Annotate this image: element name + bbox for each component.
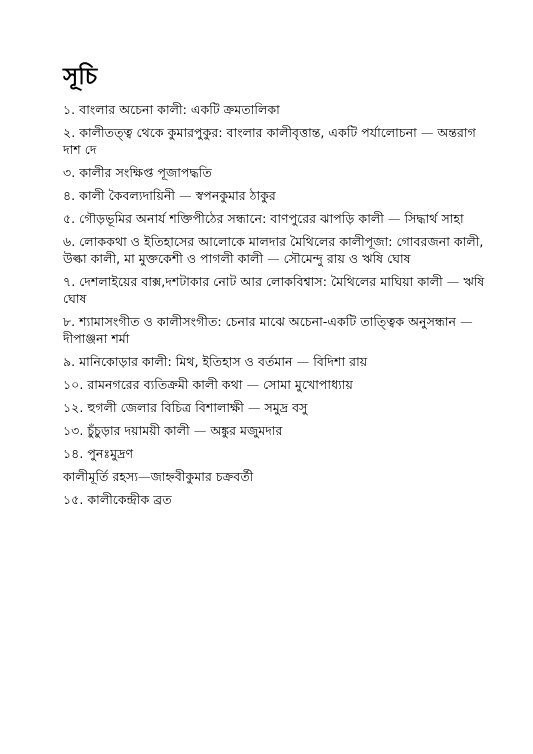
entry-text: ১২. হুগলী জেলার বিচিত্র বিশালাক্ষী [63, 400, 244, 415]
entry-text: ৪. কালী কৈবল্যদায়িনী [63, 188, 175, 203]
dash-separator: — [387, 211, 401, 226]
entry-text: কালীমূর্তি রহস্য [63, 469, 139, 484]
entry-text: ১৩. চুঁচুড়ার দয়াময়ী কালী [63, 423, 190, 438]
toc-entry [63, 273, 485, 307]
dash-separator: — [420, 125, 434, 140]
toc-entry [63, 445, 485, 462]
entry-text: ১. বাংলার অচেনা কালী: একটি ক্রমতালিকা [63, 102, 280, 117]
entry-author: সিদ্ধার্থ সাহা [404, 211, 464, 226]
toc-entry [63, 376, 485, 393]
entry-text: ৮. শ্যামাসংগীত ও কালীসংগীত: চেনার মাঝে অচেনা-একটি তাত্ত্বিক অনুসন্ধান [63, 314, 457, 329]
dash-separator: — [247, 400, 261, 415]
entry-author: অন্তরাগ দাশ দে [63, 125, 476, 157]
toc-entry [63, 353, 485, 370]
page-title: সূচি [63, 64, 98, 90]
entry-text: ৩. কালীর সংক্ষিপ্ত পূজাপদ্ধতি [63, 165, 212, 180]
entry-author: ঋষি ঘোষ [63, 274, 485, 306]
dash-separator: — [179, 188, 192, 203]
entry-author: সোমা মুখোপাধ্যায় [263, 377, 353, 392]
table-of-contents [63, 101, 485, 508]
toc-entry [63, 233, 485, 267]
entry-author: সমুদ্র বসু [264, 400, 308, 415]
toc-entry [63, 422, 485, 439]
entry-text: ১০. রামনগরের ব্যতিক্রমী কালী কথা [63, 377, 243, 392]
toc-entry [63, 210, 485, 227]
toc-entry [63, 468, 485, 485]
entry-text: ১৪. পুনঃমুদ্রণ [63, 446, 134, 461]
toc-entry [63, 313, 485, 347]
toc-entry [63, 124, 485, 158]
entry-text: ৬. লোককথা ও ইতিহাসের আলোকে মালদার মৈথিলের কালীপূজা: গোবরজনা কালী, উল্কা কালী, মা মুক্তকেশী ও পাগলী কালী [63, 234, 484, 266]
entry-author: অঙ্কুর মজুমদার [210, 423, 283, 438]
entry-text: ৫. গৌড়ভূমির অনার্য শক্তিপীঠের সন্ধানে: বাণপুরের ঝাপড়ি কালী [63, 211, 384, 226]
dash-separator: — [193, 423, 207, 438]
toc-entry [63, 164, 485, 181]
entry-author: বিদিশা রায় [313, 354, 368, 369]
entry-author: জাহ্নবীকুমার চক্রবর্তী [150, 469, 254, 484]
dash-separator: — [267, 251, 280, 266]
dash-separator: — [138, 469, 151, 484]
entry-author: সৌমেন্দু রায় ও ঋষি ঘোষ [283, 251, 411, 266]
entry-text: ৯. মানিকোড়ার কালী: মিথ, ইতিহাস ও বর্তমান [63, 354, 293, 369]
dash-separator: — [446, 274, 460, 289]
entry-author: দীপাঞ্জনা শর্মা [63, 331, 130, 346]
toc-entry [63, 187, 485, 204]
dash-separator: — [296, 354, 310, 369]
entry-text: ২. কালীতত্ত্ব থেকে কুমারপুকুর: বাংলার কালীবৃত্তান্ত, একটি পর্যালোচনা [63, 125, 417, 140]
entry-author: স্বপনকুমার ঠাকুর [195, 188, 276, 203]
dash-separator: — [246, 377, 260, 392]
toc-entry [63, 101, 485, 118]
toc-entry [63, 491, 485, 508]
toc-entry [63, 399, 485, 416]
dash-separator: — [460, 314, 473, 329]
entry-text: ১৫. কালীকেন্দ্রীক ব্রত [63, 492, 172, 507]
entry-text: ৭. দেশলাইয়ের বাক্স,দশটাকার নোট আর লোকবিশ্বাস: মৈথিলের মাঘিয়া কালী [63, 274, 443, 289]
